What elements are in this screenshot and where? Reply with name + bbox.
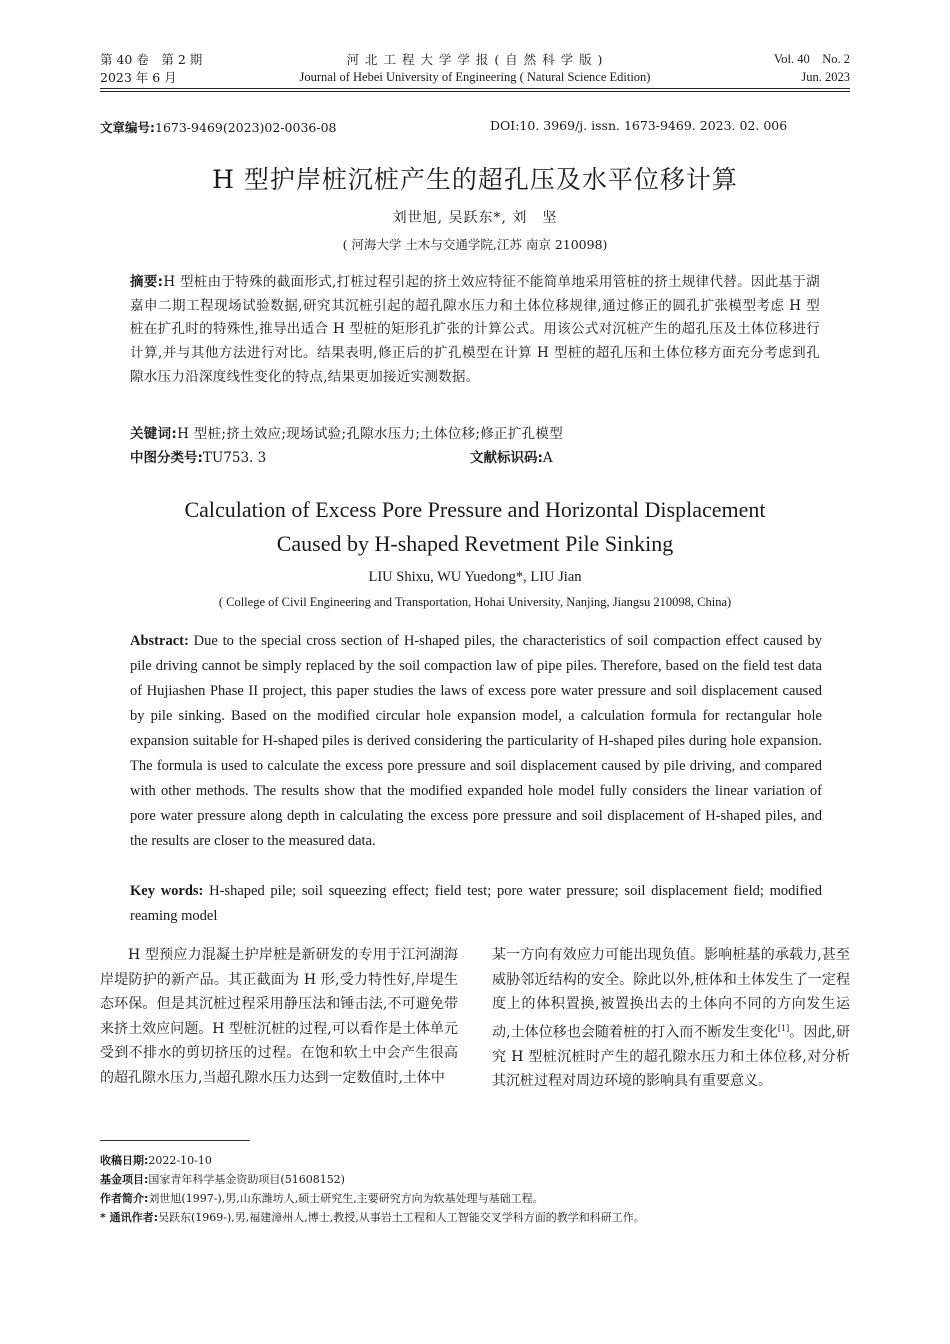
fund-label: 基金项目: [100, 1173, 149, 1186]
keywords-cn-label: 关键词: [130, 426, 178, 442]
author-label: 作者简介: [100, 1192, 149, 1205]
header-date-en: Jun. 2023 [801, 70, 850, 84]
header-journal-en: Journal of Hebei University of Engineering ( Natural Science Edition) [299, 70, 651, 84]
body-left-text: H 型预应力混凝土护岸桩是新研发的专用于江河湖海岸堤防护的新产品。其正截面为 H 形,受力特性好,岸堤生态环保。但是其沉桩过程采用静压法和锤击法,不可避免带来挤土效应问题。H 型桩沉桩的过程,可以看作是土体单元受到不排水的剪切挤压的过程。在饱和软土中会产生很高的超孔隙水压力,当超孔隙水压力达到一定数值时,土体中 [100, 947, 458, 1086]
clc-number [130, 447, 266, 471]
corr-label: * 通讯作者: [100, 1211, 158, 1224]
doi-value: 10. 3969/j. issn. 1673-9469. 2023. 02. 006 [519, 118, 788, 133]
abstract-cn-text: H 型桩由于特殊的截面形式,打桩过程引起的挤土效应特征不能简单地采用管桩的挤土规律代替。因此基于湖嘉申二期工程现场试验数据,研究其沉桩引起的超孔隙水压力和土体位移规律,通过修正的圆孔扩张模型考虑 H 型桩在扩孔时的特殊性,推导出适合 H 型桩的矩形孔扩张的计算公式。用该公式对沉桩产生的超孔压及土体位移进行计算,并与其他方法进行对比。结果表明,修正后的扩孔模型在计算 H 型桩的超孔压和土体位移方面充分考虑到孔隙水压力沿深度线性变化的特点,结果更加接近实测数据。 [130, 274, 820, 385]
article-number-value: 1673-9469(2023)02-0036-08 [155, 120, 337, 135]
body-right-column [492, 943, 850, 1094]
header-rule-top [100, 88, 850, 89]
body-right-text-1: 某一方向有效应力可能出现负值。影响桩基的承载力,甚至威胁邻近结构的安全。除此以外,桩体和土体发生了一定程度上的体积置换,被置换出去的土体向不同的方向发生运动,土体位移也会随着桩的打入而不断发生变化 [492, 947, 850, 1041]
footnote-author [100, 1189, 860, 1208]
received-label: 收稿日期: [100, 1154, 149, 1167]
authors-en: LIU Shixu, WU Yuedong*, LIU Jian [368, 569, 582, 585]
footnote-corresponding-author [100, 1208, 860, 1227]
article-number-label: 文章编号: [100, 120, 155, 135]
abstract-en-label: Abstract: [130, 633, 189, 649]
clc-value: TU753. 3 [202, 450, 267, 466]
document-code [470, 447, 553, 471]
author-value: 刘世旭(1997-),男,山东潍坊人,硕士研究生,主要研究方向为软基处理与基础工程。 [148, 1192, 544, 1205]
document-code-value: A [542, 450, 553, 466]
document-code-label: 文献标识码: [470, 450, 543, 466]
doi-label: DOI: [490, 118, 520, 133]
body-right-text-2: 。因此,研究 H 型桩沉桩时产生的超孔隙水压力和土体位移,对分析其沉桩过程对周边环境的影响具有重要意义。 [492, 1024, 851, 1090]
keywords-en-label: Key words: [130, 883, 204, 899]
header-rule-bottom [100, 91, 850, 92]
abstract-cn-label: 摘要: [130, 274, 164, 290]
affiliation-en: ( College of Civil Engineering and Transportation, Hohai University, Nanjing, Jiangsu 210098, China) [218, 595, 732, 609]
keywords-en-text: H-shaped pile; soil squeezing effect; field test; pore water pressure; soil displacement field; modified reaming model [130, 883, 823, 924]
keywords-cn [130, 423, 820, 447]
abstract-en-text: Due to the special cross section of H-shaped piles, the characteristics of soil compaction effect caused by pile driving cannot be simply replaced by the soil compaction law of pipe piles. Therefore, based on the field test data of Hujiashen Phase II project, this paper studies the laws of excess pore water pressure and soil displacement caused by pile sinking. Based on the modified circular hole expansion model, a calculation formula for rectangular hole expansion suitable for H-shaped piles is derived considering the particularity of H-shaped piles during hole expansion. The formula is used to calculate the excess pore pressure and soil displacement caused by pile driving, and compared with other methods. The results show that the modified expanded hole model fully considers the linear variation of pore water pressure along depth in calculating the excess pore pressure and soil displacement of H-shaped piles, and the results are closer to the measured data. [130, 633, 822, 849]
footnote-rule [100, 1140, 250, 1141]
doi [490, 118, 787, 133]
header-date-cn: 2023 年 6 月 [100, 70, 177, 85]
reference-mark[interactable]: [1] [777, 1023, 790, 1033]
affiliation-cn: ( 河海大学 土木与交通学院,江苏 南京 210098) [342, 237, 608, 252]
corr-value: 吴跃东(1969-),男,福建漳州人,博士,教授,从事岩土工程和人工智能交叉学科方面的教学和科研工作。 [157, 1211, 645, 1224]
keywords-cn-text: H 型桩;挤土效应;现场试验;孔隙水压力;土体位移;修正扩孔模型 [177, 426, 564, 442]
header-volume-issue-en: Vol. 40 No. 2 [773, 52, 850, 66]
page-title-cn: H 型护岸桩沉桩产生的超孔压及水平位移计算 [212, 165, 738, 194]
article-number [100, 118, 336, 136]
authors-cn: 刘世旭, 吴跃东*, 刘 坚 [392, 210, 558, 226]
received-value: 2022-10-10 [148, 1154, 212, 1167]
keywords-en [130, 879, 822, 929]
page-title-en-line2: Caused by H-shaped Revetment Pile Sinking [276, 531, 674, 556]
body-left-column [100, 943, 458, 1090]
page-title-en-line1: Calculation of Excess Pore Pressure and Horizontal Displacement [184, 497, 766, 522]
clc-label: 中图分类号: [130, 450, 203, 466]
footnote-received [100, 1151, 860, 1170]
fund-value: 国家青年科学基金资助项目(51608152) [148, 1173, 345, 1186]
header-journal-cn: 河 北 工 程 大 学 学 报 ( 自 然 科 学 版 ) [346, 52, 604, 67]
abstract-en [130, 629, 822, 854]
abstract-cn [130, 271, 820, 390]
header-volume-issue-cn: 第 40 卷 第 2 期 [100, 52, 203, 67]
footnote-fund [100, 1170, 860, 1189]
